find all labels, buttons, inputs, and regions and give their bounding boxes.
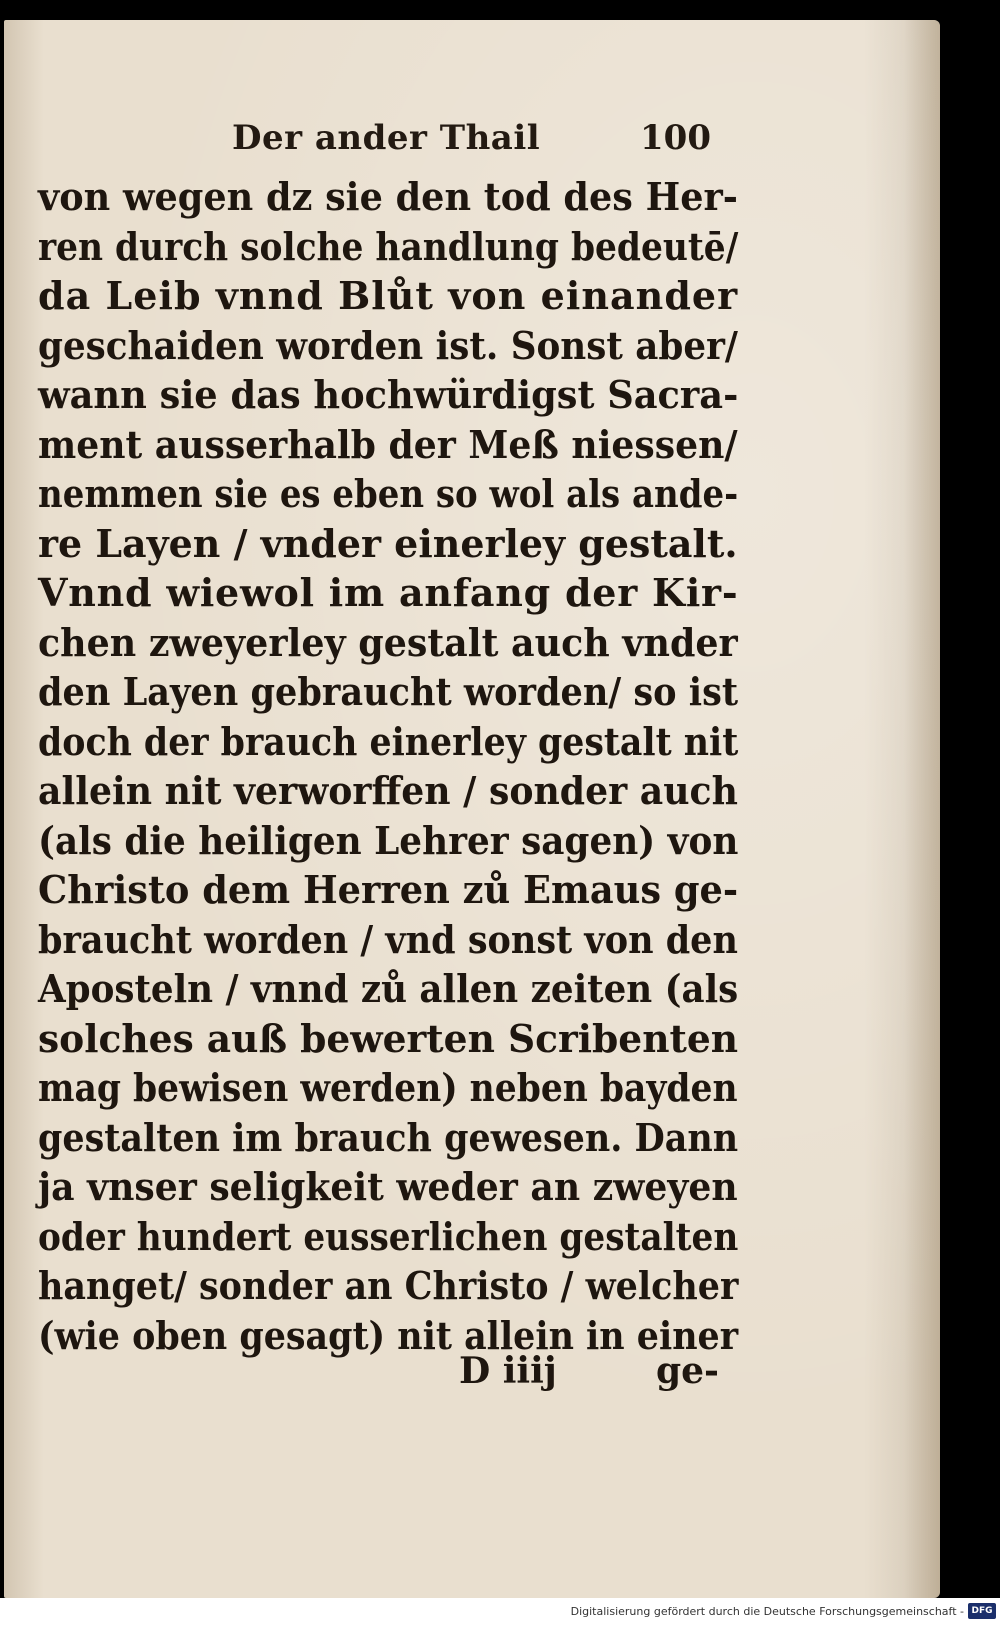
- text-line: allein nit verworffen / sonder auch: [38, 768, 738, 813]
- text-line: wann sie das hochwürdigst Sacra-: [38, 372, 739, 417]
- text-line: braucht worden / vnd sonst von den: [38, 916, 738, 962]
- text-line: da Leib vnnd Blůt von einander: [38, 273, 739, 318]
- text-line: gestalten im brauch gewesen. Dann: [38, 1114, 739, 1160]
- text-line: mag bewisen werden) neben bayden: [38, 1065, 738, 1110]
- text-line: hanget/ sonder an Christo / welcher: [38, 1263, 739, 1308]
- text-line: re Layen / vnder einerley gestalt.: [38, 520, 738, 566]
- text-line: geschaiden worden ist. Sonst aber/: [38, 322, 738, 368]
- text-line: solches auß bewerten Scribenten: [38, 1015, 739, 1061]
- funding-credit: Digitalisierung gefördert durch die Deutsche Forschungsgemeinschaft -: [570, 1605, 964, 1618]
- page-edge-shading: [904, 20, 940, 1598]
- body-text: [38, 172, 738, 1360]
- text-line: ren durch solche handlung bedeutē/: [38, 223, 739, 269]
- text-line: den Layen gebraucht worden/ so ist: [38, 669, 739, 714]
- text-line: ment ausserhalb der Meß niessen/: [38, 421, 738, 467]
- page-number: 100: [640, 118, 711, 158]
- text-line: Aposteln / vnnd zů allen zeiten (als: [38, 966, 739, 1011]
- page-header: [232, 118, 732, 162]
- text-line: ja vnser seligkeit weder an zweyen: [38, 1164, 738, 1209]
- text-line: oder hundert eusserlichen gestalten: [38, 1213, 739, 1259]
- page-footer: [459, 1350, 719, 1394]
- text-line: doch der brauch einerley gestalt nit: [38, 718, 739, 764]
- book-page: [4, 20, 940, 1598]
- catchword: ge-: [655, 1350, 719, 1392]
- text-line: Vnnd wiewol im anfang der Kir-: [38, 570, 739, 615]
- dfg-logo: DFG: [968, 1603, 996, 1619]
- signature-mark: D iiij: [459, 1350, 557, 1392]
- text-line: Christo dem Herren zů Emaus ge-: [38, 867, 739, 912]
- text-line: chen zweyerley gestalt auch vnder: [38, 619, 738, 665]
- text-line: (als die heiligen Lehrer sagen) von: [38, 817, 739, 863]
- text-line: nemmen sie es eben so wol als ande-: [38, 471, 739, 516]
- text-line: (wie oben gesagt) nit allein in einer: [38, 1312, 739, 1358]
- text-line: von wegen dz sie den tod des Her-: [38, 174, 738, 219]
- credit-bar: [0, 1598, 1000, 1629]
- running-head: Der ander Thail: [232, 118, 541, 158]
